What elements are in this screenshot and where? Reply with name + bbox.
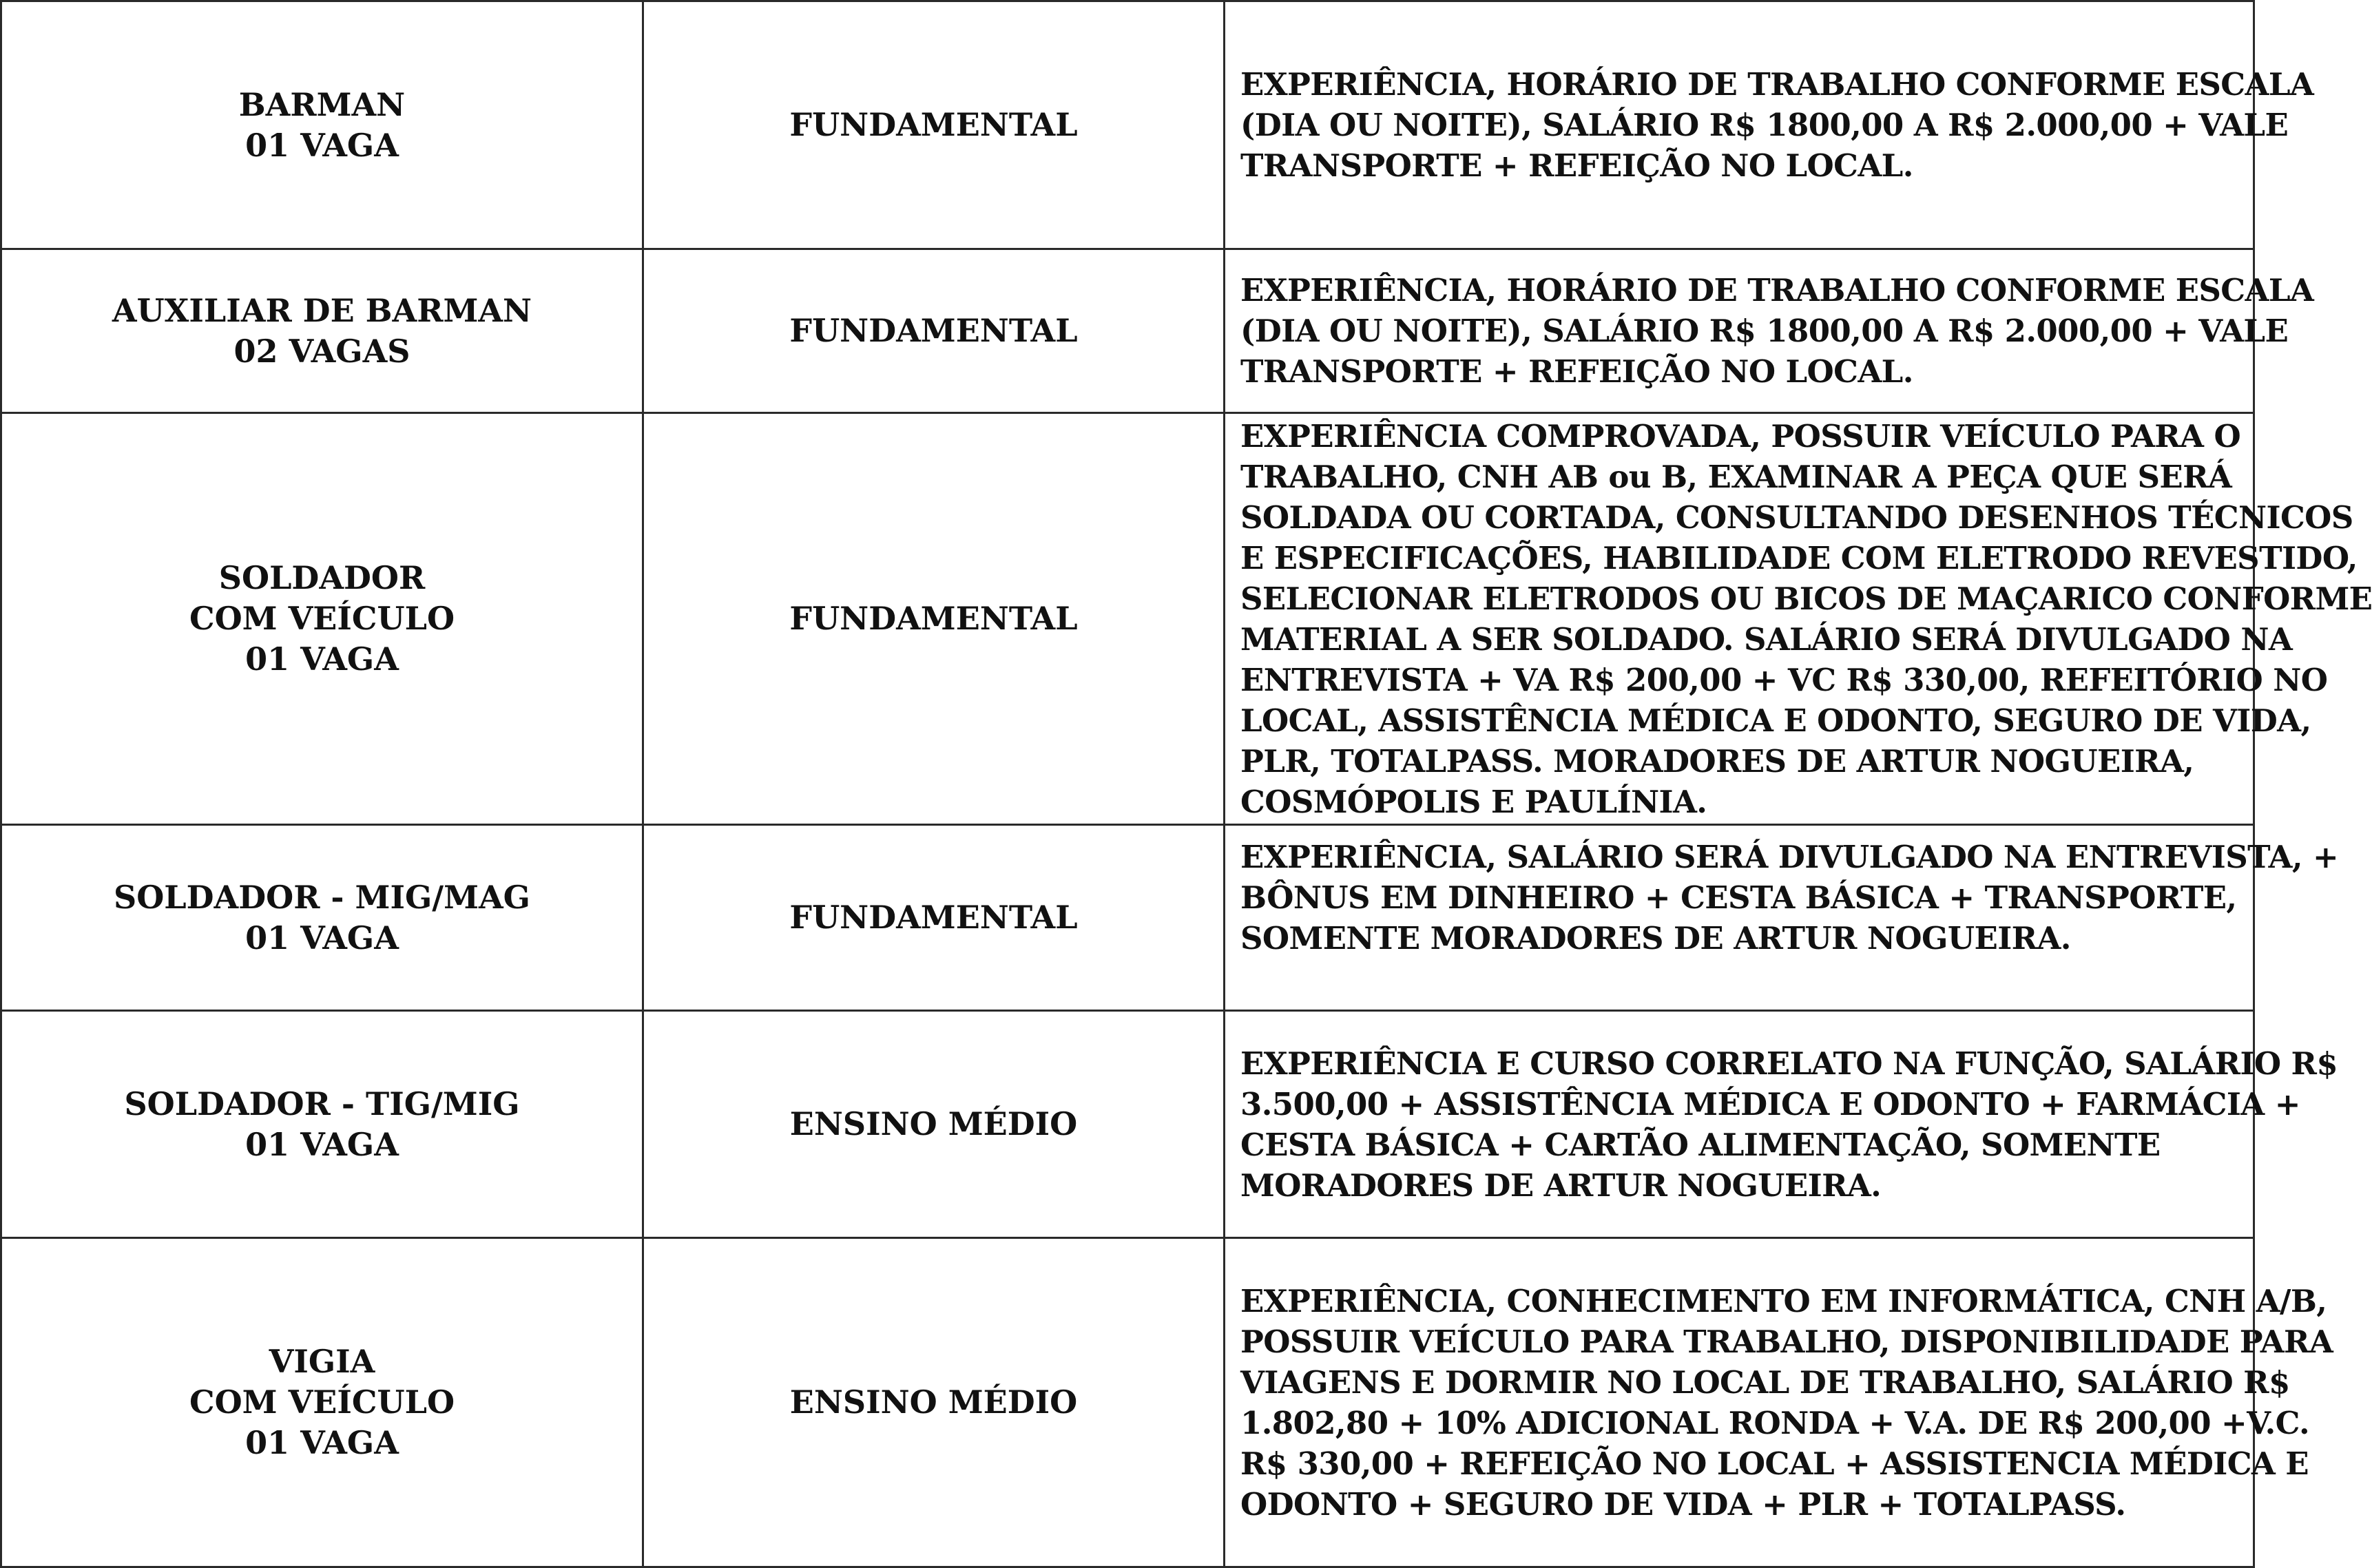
job-title-line: AUXILIAR DE BARMAN (112, 291, 532, 329)
requirements-line: ODONTO + SEGURO DE VIDA + PLR + TOTALPASS. (1240, 1485, 2126, 1523)
table-row (1, 825, 2254, 1011)
requirements-cell (1225, 1238, 2333, 1567)
education-cell: ENSINO MÉDIO (643, 1238, 1225, 1567)
vacancy-count: 01 VAGA (245, 1424, 399, 1461)
job-title-line: COM VEÍCULO (189, 1383, 455, 1421)
job-title-line: VIGIA (269, 1343, 375, 1380)
table-row (1, 1, 2254, 249)
requirements-line: SOMENTE MORADORES DE ARTUR NOGUEIRA. (1240, 920, 2071, 957)
job-title-line: SOLDADOR - TIG/MIG (124, 1085, 520, 1122)
requirements-line: (DIA OU NOITE), SALÁRIO R$ 1800,00 A R$ 2.000,00 + VALE (1240, 313, 2289, 349)
requirements-line: EXPERIÊNCIA, SALÁRIO SERÁ DIVULGADO NA ENTREVISTA, + (1240, 839, 2339, 875)
job-title-cell (1, 1, 643, 249)
education-cell: FUNDAMENTAL (643, 413, 1225, 825)
requirements-cell (1225, 413, 2372, 825)
requirements-line: SOLDADA OU CORTADA, CONSULTANDO DESENHOS TÉCNICOS (1240, 499, 2353, 536)
vacancy-count: 01 VAGA (245, 1125, 399, 1163)
requirements-line: 3.500,00 + ASSISTÊNCIA MÉDICA E ODONTO + FARMÁCIA + (1240, 1085, 2300, 1122)
requirements-cell (1225, 825, 2339, 1011)
requirements-line: MATERIAL A SER SOLDADO. SALÁRIO SERÁ DIVULGADO NA (1240, 620, 2293, 658)
job-title-cell (1, 413, 643, 825)
education-cell: FUNDAMENTAL (643, 1, 1225, 249)
table-row (1, 1238, 2254, 1567)
job-title-line: COM VEÍCULO (189, 600, 455, 637)
requirements-line: LOCAL, ASSISTÊNCIA MÉDICA E ODONTO, SEGURO DE VIDA, (1240, 702, 2311, 739)
requirements-line: E ESPECIFICAÇÕES, HABILIDADE COM ELETRODO REVESTIDO, (1240, 539, 2358, 576)
vacancy-count: 01 VAGA (245, 126, 399, 164)
requirements-line: POSSUIR VEÍCULO PARA TRABALHO, DISPONIBILIDADE PARA (1240, 1323, 2333, 1360)
job-title-line: SOLDADOR (218, 559, 426, 596)
vacancy-count: 02 VAGAS (233, 332, 410, 370)
job-title-line: BARMAN (238, 85, 406, 123)
requirements-line: EXPERIÊNCIA COMPROVADA, POSSUIR VEÍCULO PARA O (1240, 417, 2241, 454)
requirements-line: TRABALHO, CNH AB ou B, EXAMINAR A PEÇA QUE SERÁ (1240, 458, 2232, 495)
requirements-line: EXPERIÊNCIA, HORÁRIO DE TRABALHO CONFORME ESCALA (1240, 66, 2314, 103)
job-title-cell (1, 249, 643, 413)
requirements-line: COSMÓPOLIS E PAULÍNIA. (1240, 783, 1707, 820)
table-row (1, 413, 2254, 825)
requirements-line: CESTA BÁSICA + CARTÃO ALIMENTAÇÃO, SOMENTE (1240, 1126, 2161, 1163)
requirements-cell (1225, 1011, 2338, 1238)
job-title-cell (1, 825, 643, 1011)
requirements-line: MORADORES DE ARTUR NOGUEIRA. (1240, 1167, 1882, 1204)
requirements-line: EXPERIÊNCIA, CONHECIMENTO EM INFORMÁTICA, CNH A/B, (1240, 1282, 2327, 1319)
requirements-line: VIAGENS E DORMIR NO LOCAL DE TRABALHO, SALÁRIO R$ (1240, 1363, 2290, 1401)
requirements-line: R$ 330,00 + REFEIÇÃO NO LOCAL + ASSISTENCIA MÉDICA E (1240, 1445, 2309, 1482)
education-cell: ENSINO MÉDIO (643, 1011, 1225, 1238)
requirements-line: PLR, TOTALPASS. MORADORES DE ARTUR NOGUEIRA, (1240, 742, 2194, 780)
requirements-line: EXPERIÊNCIA E CURSO CORRELATO NA FUNÇÃO, SALÁRIO R$ (1240, 1045, 2338, 1082)
education-cell: FUNDAMENTAL (643, 825, 1225, 1011)
education-cell: FUNDAMENTAL (643, 249, 1225, 413)
vacancy-count: 01 VAGA (245, 640, 399, 678)
requirements-line: 1.802,80 + 10% ADICIONAL RONDA + V.A. DE R$ 200,00 +V.C. (1240, 1404, 2310, 1441)
job-title-cell (1, 1011, 643, 1238)
requirements-line: SELECIONAR ELETRODOS OU BICOS DE MAÇARICO CONFORME (1240, 580, 2372, 617)
job-title-cell (1, 1238, 643, 1567)
requirements-line: ENTREVISTA + VA R$ 200,00 + VC R$ 330,00, REFEITÓRIO NO (1240, 661, 2328, 698)
requirements-line: TRANSPORTE + REFEIÇÃO NO LOCAL. (1240, 147, 1913, 184)
job-title-line: SOLDADOR - MIG/MAG (114, 878, 530, 916)
vacancy-count: 01 VAGA (245, 919, 399, 957)
requirements-cell (1225, 249, 2314, 413)
requirements-line: TRANSPORTE + REFEIÇÃO NO LOCAL. (1240, 353, 1913, 390)
table-row (1, 249, 2254, 413)
requirements-line: EXPERIÊNCIA, HORÁRIO DE TRABALHO CONFORME ESCALA (1240, 272, 2314, 309)
table-row (1, 1011, 2254, 1238)
requirements-line: (DIA OU NOITE), SALÁRIO R$ 1800,00 A R$ 2.000,00 + VALE (1240, 107, 2289, 143)
requirements-cell (1225, 1, 2314, 249)
requirements-line: BÔNUS EM DINHEIRO + CESTA BÁSICA + TRANSPORTE, (1240, 879, 2237, 916)
